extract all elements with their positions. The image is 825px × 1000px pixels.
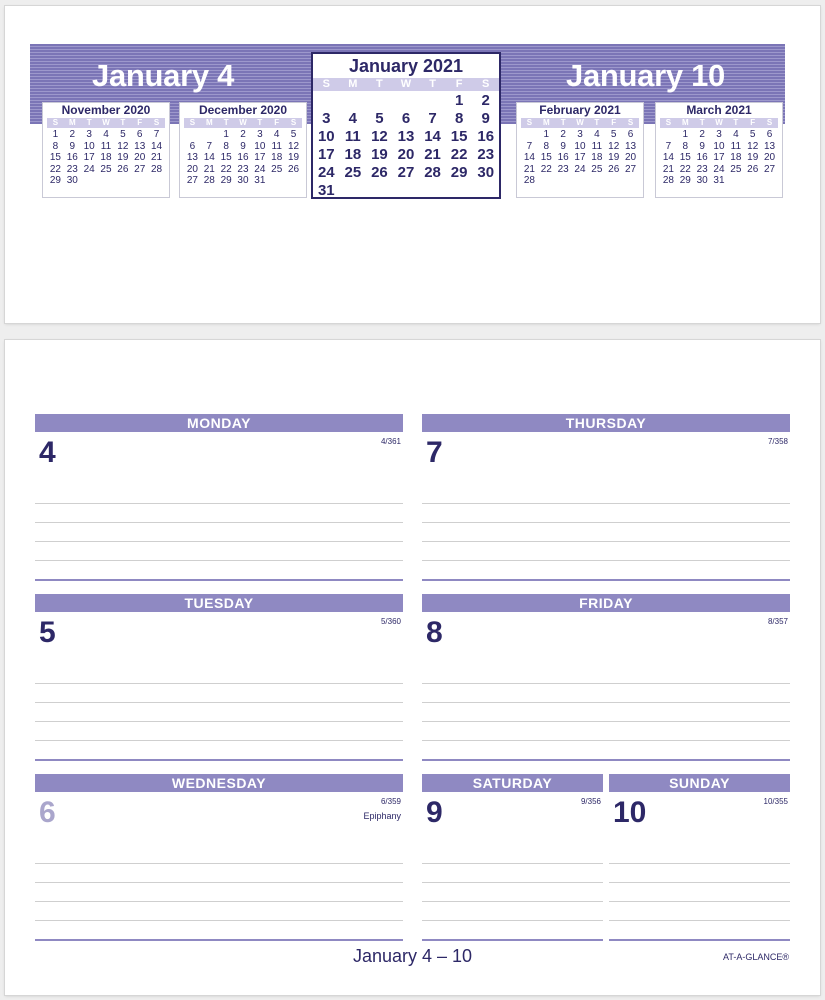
day-of-year: 8/357: [767, 617, 788, 626]
date-cell: 17: [83, 152, 95, 163]
divider: [35, 759, 403, 761]
date-cell: 11: [271, 140, 282, 152]
date-cell: [660, 129, 677, 141]
date-cell: 24: [574, 163, 586, 175]
date-cell: [313, 92, 340, 110]
date-cell: 13: [764, 140, 776, 152]
date-grid: [521, 129, 639, 187]
date-cell: 23: [696, 163, 708, 175]
date-cell: 9: [481, 110, 490, 127]
day-of-year: 5/360: [380, 617, 401, 626]
date-cell: 7: [153, 129, 160, 140]
date-cell: 18: [100, 152, 112, 163]
date-cell: 13: [625, 140, 637, 152]
date-cell: 28: [203, 175, 215, 186]
date-cell: 1: [543, 129, 550, 140]
date-cell: 11: [100, 140, 112, 152]
date-cell: 27: [625, 163, 637, 175]
day-of-year: 4/361: [380, 437, 401, 446]
date-cell: [366, 92, 393, 110]
day-of-year: 9/356: [580, 797, 601, 806]
date-cell: 25: [344, 164, 362, 181]
weekday-label: T: [376, 78, 383, 90]
date-cell: 11: [591, 140, 603, 152]
weekday-label: T: [86, 118, 92, 127]
date-cell: 27: [397, 164, 415, 181]
date-cell: 31: [254, 175, 266, 186]
date-cell: 19: [117, 152, 129, 163]
date-cell: 9: [560, 140, 566, 152]
date-cell: [446, 182, 473, 200]
day-number: 5: [39, 616, 56, 649]
date-cell: 1: [454, 92, 464, 109]
weekday-label: T: [257, 118, 263, 127]
weekday-label: W: [239, 118, 247, 127]
date-cell: 21: [662, 163, 674, 175]
date-cell: 6: [627, 129, 634, 140]
date-cell: 7: [665, 140, 672, 152]
day-sunday[interactable]: [609, 774, 790, 941]
date-cell: 31: [317, 182, 335, 199]
weekday-label: T: [429, 78, 436, 90]
weekday-label: S: [153, 118, 160, 127]
date-cell: 22: [450, 146, 468, 163]
date-cell: 6: [189, 140, 196, 152]
date-cell: 14: [424, 128, 441, 145]
date-cell: [588, 175, 605, 187]
date-cell: 2: [699, 129, 705, 140]
divider: [422, 939, 603, 941]
date-cell: 16: [557, 152, 569, 163]
current-month-title: January 2021: [348, 56, 464, 76]
date-cell: 27: [764, 163, 776, 175]
day-monday[interactable]: [35, 414, 403, 581]
weekday-label: S: [665, 118, 672, 127]
weekday-label: F: [750, 118, 756, 127]
date-cell: 2: [481, 92, 490, 109]
date-grid: [660, 129, 778, 187]
date-cell: 10: [713, 140, 725, 152]
date-cell: 12: [371, 128, 388, 145]
divider: [35, 939, 403, 941]
brand-logo: AT-A-GLANCE®: [723, 952, 789, 962]
date-cell: [744, 175, 761, 187]
date-cell: 20: [625, 152, 637, 163]
weekday-label: M: [68, 118, 76, 127]
date-cell: 22: [220, 163, 232, 175]
date-cell: 18: [591, 152, 603, 163]
date-cell: 8: [223, 140, 229, 152]
weekday-label: F: [274, 118, 280, 127]
date-cell: [555, 175, 572, 187]
mini-calendar-march-2021: [655, 102, 783, 198]
date-cell: 18: [344, 146, 362, 163]
date-cell: [340, 92, 367, 110]
date-cell: [419, 92, 446, 110]
weekday-header: [521, 118, 639, 128]
date-cell: 22: [49, 163, 61, 175]
weekday-label: T: [699, 118, 705, 127]
weekday-header: [313, 78, 499, 91]
date-cell: 10: [83, 140, 95, 152]
date-cell: 18: [730, 152, 742, 163]
date-cell: [114, 175, 131, 187]
date-cell: 14: [662, 152, 674, 163]
weekday-label: W: [715, 118, 723, 127]
date-cell: 12: [117, 140, 129, 152]
date-cell: 15: [220, 152, 232, 163]
date-cell: 4: [733, 129, 739, 140]
date-cell: 12: [747, 140, 759, 152]
date-cell: 8: [454, 110, 464, 127]
date-cell: 9: [240, 140, 246, 152]
date-cell: 26: [117, 163, 129, 175]
date-cell: [605, 175, 622, 187]
date-cell: 2: [69, 129, 76, 140]
weekday-label: W: [102, 118, 110, 127]
date-cell: 2: [240, 129, 246, 140]
day-number: 9: [426, 796, 443, 829]
date-cell: 6: [401, 110, 411, 127]
date-cell: [393, 182, 420, 200]
weekday-label: S: [526, 118, 533, 127]
date-cell: 10: [317, 128, 335, 145]
date-cell: 29: [450, 164, 468, 181]
weekday-label: S: [290, 118, 297, 127]
date-cell: 5: [375, 110, 384, 127]
day-saturday[interactable]: [422, 774, 603, 941]
weekday-label: S: [766, 118, 773, 127]
day-number: 10: [613, 796, 647, 829]
date-cell: 21: [203, 163, 215, 175]
mini-calendar-title: March 2021: [686, 103, 752, 117]
date-cell: 4: [273, 129, 280, 140]
writing-lines: [422, 845, 603, 941]
date-cell: 27: [134, 163, 146, 175]
date-cell: [201, 129, 218, 141]
date-cell: 1: [223, 129, 229, 140]
date-cell: 17: [713, 152, 725, 163]
date-cell: 5: [120, 129, 126, 140]
date-cell: 24: [713, 163, 725, 175]
date-cell: 15: [49, 152, 61, 163]
day-name: MONDAY: [35, 414, 403, 432]
date-cell: 6: [766, 129, 773, 140]
week-end-date: January 10: [566, 58, 725, 93]
date-cell: 30: [696, 175, 708, 186]
date-cell: 26: [288, 163, 300, 175]
date-cell: 19: [747, 152, 759, 163]
date-cell: 5: [290, 129, 297, 140]
date-cell: [727, 175, 744, 187]
date-cell: 20: [134, 152, 146, 163]
date-cell: 26: [608, 163, 620, 175]
date-grid: [47, 129, 165, 187]
weekday-label: T: [733, 118, 739, 127]
date-cell: [184, 129, 201, 141]
day-tuesday[interactable]: [35, 594, 403, 761]
weekday-label: F: [611, 118, 617, 127]
date-cell: [340, 182, 367, 200]
date-cell: 30: [66, 175, 78, 186]
date-cell: 25: [100, 163, 112, 175]
week-range-text: January 4 – 10: [352, 946, 473, 966]
date-cell: 20: [186, 163, 198, 175]
date-cell: 3: [577, 129, 583, 140]
writing-lines: [422, 485, 790, 581]
date-cell: 11: [344, 128, 361, 145]
date-cell: 17: [574, 152, 586, 163]
mini-calendar-november-2020: [42, 102, 170, 198]
date-cell: 12: [608, 140, 620, 152]
date-cell: 13: [186, 152, 198, 163]
date-cell: [538, 175, 555, 187]
weekday-label: S: [322, 78, 330, 90]
mini-calendar-title: February 2021: [539, 103, 621, 117]
date-cell: 14: [151, 140, 163, 152]
date-cell: 10: [254, 140, 266, 152]
date-cell: 14: [523, 152, 535, 163]
date-cell: 16: [477, 128, 495, 145]
day-number: 8: [426, 616, 443, 649]
writing-lines: [35, 485, 403, 581]
date-cell: 24: [254, 163, 266, 175]
date-cell: 3: [257, 129, 263, 140]
date-cell: 31: [713, 175, 725, 186]
date-cell: 23: [477, 146, 495, 163]
day-number: 6: [39, 796, 56, 829]
date-cell: 15: [679, 152, 691, 163]
week-start-date: January 4: [92, 58, 235, 93]
date-cell: 1: [682, 129, 689, 140]
date-cell: 30: [477, 164, 495, 181]
date-cell: 30: [237, 175, 249, 186]
weekday-label: F: [455, 78, 463, 90]
date-cell: [366, 182, 393, 200]
date-cell: 17: [317, 146, 335, 163]
day-thursday[interactable]: [422, 414, 790, 581]
date-cell: 25: [271, 163, 283, 175]
date-cell: 3: [322, 110, 331, 127]
date-cell: 8: [682, 140, 689, 152]
mini-calendar-december-2020: [179, 102, 307, 198]
date-cell: 28: [424, 164, 441, 181]
date-cell: 16: [696, 152, 708, 163]
date-cell: 23: [66, 163, 78, 175]
date-cell: 6: [136, 129, 143, 140]
date-cell: 18: [271, 152, 283, 163]
weekday-label: S: [189, 118, 196, 127]
date-cell: 28: [662, 175, 674, 186]
day-name: TUESDAY: [35, 594, 403, 612]
date-cell: [131, 175, 148, 187]
date-cell: 21: [151, 152, 163, 163]
weekday-label: W: [576, 118, 584, 127]
date-cell: 19: [608, 152, 620, 163]
day-of-year: 10/355: [763, 797, 788, 806]
divider: [422, 579, 790, 581]
weekday-label: T: [120, 118, 126, 127]
date-cell: 22: [679, 163, 691, 175]
date-cell: 12: [288, 140, 300, 152]
weekday-label: F: [137, 118, 143, 127]
date-cell: [472, 182, 499, 200]
writing-lines: [609, 845, 790, 941]
weekday-label: M: [205, 118, 213, 127]
weekday-label: S: [482, 78, 490, 90]
weekday-label: M: [681, 118, 689, 127]
day-wednesday[interactable]: [35, 774, 403, 941]
date-cell: 29: [679, 175, 691, 186]
date-cell: [622, 175, 639, 187]
weekday-label: T: [223, 118, 229, 127]
mini-calendar-title: November 2020: [61, 103, 151, 117]
weekday-label: M: [348, 78, 358, 90]
date-cell: 5: [749, 129, 756, 140]
date-cell: 25: [591, 163, 603, 175]
date-cell: 7: [428, 110, 437, 127]
date-cell: 7: [206, 140, 213, 152]
date-cell: [521, 129, 538, 141]
date-cell: 7: [526, 140, 533, 152]
weekday-label: M: [542, 118, 550, 127]
date-cell: 29: [220, 175, 232, 186]
current-month-calendar: [311, 52, 501, 199]
date-cell: 29: [49, 175, 61, 186]
date-cell: 19: [288, 152, 300, 163]
day-number: 4: [39, 436, 56, 469]
weekday-label: W: [400, 78, 412, 90]
date-cell: [81, 175, 98, 187]
writing-lines: [422, 665, 790, 761]
date-cell: 26: [371, 164, 388, 181]
date-cell: 28: [151, 163, 163, 175]
divider: [422, 759, 790, 761]
date-cell: 4: [594, 129, 600, 140]
date-cell: 14: [203, 152, 215, 163]
day-name: WEDNESDAY: [35, 774, 403, 792]
weekday-header: [184, 118, 302, 128]
date-cell: 10: [574, 140, 586, 152]
date-cell: 1: [52, 129, 59, 140]
date-cell: 8: [543, 140, 550, 152]
mini-calendar-february-2021: [516, 102, 644, 198]
day-friday[interactable]: [422, 594, 790, 761]
weekday-label: S: [627, 118, 634, 127]
date-cell: 16: [66, 152, 78, 163]
date-cell: [419, 182, 446, 200]
date-cell: 3: [86, 129, 92, 140]
date-cell: [393, 92, 420, 110]
date-grid: [184, 129, 302, 187]
weekday-label: T: [560, 118, 566, 127]
divider: [609, 939, 790, 941]
date-cell: 16: [237, 152, 249, 163]
date-cell: 5: [610, 129, 617, 140]
date-cell: 15: [450, 128, 468, 145]
date-cell: 13: [397, 128, 415, 145]
date-cell: [761, 175, 778, 187]
date-cell: 4: [348, 110, 358, 127]
day-number: 7: [426, 436, 443, 469]
mini-calendar-title: December 2020: [198, 103, 288, 117]
day-of-year: 6/359: [380, 797, 401, 806]
date-cell: 25: [730, 163, 742, 175]
date-cell: 17: [254, 152, 266, 163]
date-cell: 9: [69, 140, 76, 152]
date-cell: 27: [186, 175, 198, 186]
date-cell: 23: [557, 163, 569, 175]
weekday-label: T: [594, 118, 600, 127]
date-cell: 19: [371, 146, 388, 163]
date-cell: 3: [716, 129, 722, 140]
day-name: THURSDAY: [422, 414, 790, 432]
date-cell: 20: [764, 152, 776, 163]
week-range-label: [0, 946, 825, 967]
writing-lines: [35, 665, 403, 761]
date-cell: 21: [523, 163, 535, 175]
day-name: FRIDAY: [422, 594, 790, 612]
date-cell: 20: [397, 146, 415, 163]
date-cell: 24: [317, 164, 335, 181]
date-cell: 8: [52, 140, 59, 152]
holiday-label: Epiphany: [363, 811, 401, 821]
date-cell: 4: [103, 129, 109, 140]
day-name: SUNDAY: [609, 774, 790, 792]
date-cell: 21: [424, 146, 441, 163]
date-cell: 11: [730, 140, 742, 152]
date-cell: [285, 175, 302, 187]
date-cell: [148, 175, 165, 187]
date-cell: [98, 175, 115, 187]
writing-lines: [35, 845, 403, 941]
date-cell: 26: [747, 163, 759, 175]
divider: [35, 579, 403, 581]
date-cell: 9: [699, 140, 705, 152]
date-cell: 2: [560, 129, 566, 140]
weekday-label: S: [52, 118, 59, 127]
date-cell: 22: [540, 163, 552, 175]
day-name: SATURDAY: [422, 774, 603, 792]
date-cell: 13: [134, 140, 146, 152]
date-grid: [313, 92, 499, 200]
date-cell: 23: [237, 163, 249, 175]
weekday-header: [660, 118, 778, 128]
weekday-header: [47, 118, 165, 128]
date-cell: [572, 175, 589, 187]
date-cell: 24: [83, 163, 95, 175]
day-of-year: 7/358: [767, 437, 788, 446]
date-cell: 15: [540, 152, 552, 163]
date-cell: 28: [523, 175, 535, 186]
date-cell: [268, 175, 285, 187]
